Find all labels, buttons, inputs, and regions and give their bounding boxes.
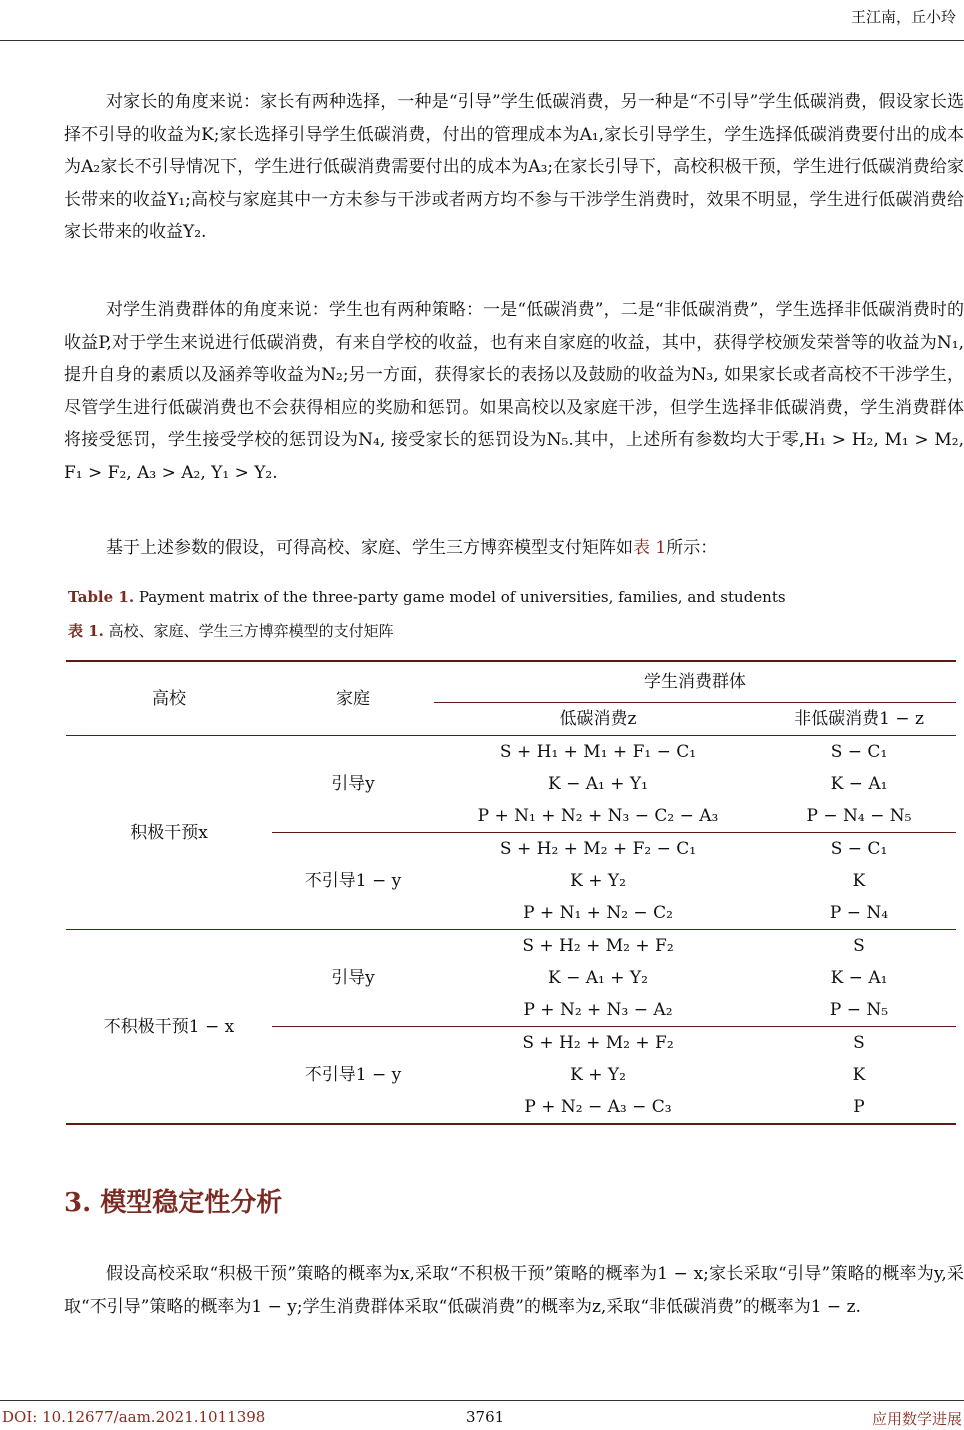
table-link[interactable]: 表 1	[633, 538, 667, 558]
header-non-low-carbon: 非低碳消费1 − z	[762, 703, 956, 736]
cell: S − C₁	[830, 742, 888, 762]
footer-journal[interactable]: 应用数学进展	[871, 1410, 962, 1428]
cell: S	[762, 1027, 956, 1060]
cell: K − A₁	[830, 774, 888, 794]
text: 所示：	[666, 538, 718, 558]
cell: S − C₁	[762, 833, 956, 866]
text: 基于上述参数的假设，可得高校、家庭、学生三方博弈模型支付矩阵如	[106, 538, 633, 558]
cell: P	[853, 1097, 865, 1117]
cell: K	[852, 1065, 866, 1085]
family-no-guide: 不引导1 − y	[272, 1027, 434, 1125]
cell: K	[852, 871, 866, 891]
paragraph-parents: 对家长的角度来说：家长有两种选择，一种是“引导”学生低碳消费，另一种是“不引导”学生低碳消费，假设家长选择不引导的收益为K;家长选择引导学生低碳消费，付出的管理成本为A₁,家长引导学生，学生选择低碳消费要付出的成本为A₂家长不引导情况下，学生进行低碳消费需要付出的成本为A₃;在家长引导下，高校积极干预，学生进行低碳消费给家长带来的收益Y₁;高校与家庭其中一方未参与干涉或者两方均不参与干涉学生消费时，效果不明显，学生进行低碳消费给家长带来的收益Y₂.	[64, 92, 964, 242]
section-heading: 3. 模型稳定性分析	[64, 1188, 283, 1218]
family-guide: 引导y	[331, 968, 375, 988]
cell: P − N₅	[829, 1000, 889, 1020]
caption-label: 表 1.	[68, 622, 104, 640]
cell: P + N₂ + N₃ − A₂	[523, 1000, 673, 1020]
caption-text: 高校、家庭、学生三方博弈模型的支付矩阵	[108, 622, 394, 640]
header-low-carbon: 低碳消费z	[434, 703, 762, 736]
running-header-authors: 王江南，丘小玲	[850, 8, 956, 26]
paragraph-students: 对学生消费群体的角度来说：学生也有两种策略：一是“低碳消费”，二是“非低碳消费”，学生选择非低碳消费时的收益P,对于学生来说进行低碳消费，有来自学校的收益，也有来自家庭的收益，其中，获得学校颁发荣誉等的收益为N₁,提升自身的素质以及涵养等收益为N₂;另一方面，获得家长的表扬以及鼓励的收益为N₃, 如果家长或者高校不干涉学生，尽管学生进行低碳消费也不会获得相应的奖励和惩罚。如果高校以及家庭干涉，但学生选择非低碳消费，学生消费群体将接受惩罚，学生接受学校的惩罚设为N₄, 接受家长的惩罚设为N₅.其中，上述所有参数均大于零,H₁ > H₂, M₁ > M₂, F₁ > F₂, A₃ > A₂, Y₁ > Y₂.	[64, 300, 964, 483]
cell: K − A₁	[830, 968, 888, 988]
cell: S	[853, 936, 865, 956]
footer-page-number: 3761	[466, 1408, 505, 1426]
cell: K − A₁ + Y₁	[548, 774, 648, 794]
cell: K + Y₂	[570, 871, 626, 891]
univ-active: 积极干预x	[130, 822, 208, 843]
cell: P + N₁ + N₂ − C₂	[523, 903, 673, 923]
cell: P − N₄ − N₅	[806, 806, 912, 826]
caption-text: Payment matrix of the three-party game model of universities, families, and students	[138, 588, 786, 606]
header-student: 学生消费群体	[644, 672, 746, 692]
header-univ: 高校	[152, 688, 186, 709]
footer-rule	[0, 1400, 964, 1401]
caption-en	[68, 588, 786, 606]
cell: P + N₁ + N₂ + N₃ − C₂ − A₃	[477, 806, 719, 826]
paragraph-table-ref	[64, 532, 964, 565]
caption-zh	[68, 620, 394, 641]
paragraph-probabilities: 假设高校采取“积极干预”策略的概率为x,采取“不积极干预”策略的概率为1 − x;家长采取“引导”策略的概率为y,采取“不引导”策略的概率为1 − y;学生消费群体采取“低碳消费”的概率为z,采取“非低碳消费”的概率为1 − z.	[64, 1264, 964, 1317]
cell: K − A₁ + Y₂	[548, 968, 648, 988]
cell: P + N₂ − A₃ − C₃	[524, 1097, 672, 1117]
header-rule	[0, 40, 964, 41]
payoff-table	[66, 660, 956, 1125]
footer-doi[interactable]: DOI: 10.12677/aam.2021.1011398	[2, 1408, 266, 1426]
cell: K + Y₂	[570, 1065, 626, 1085]
univ-inactive: 不积极干预1 − x	[103, 1016, 235, 1037]
caption-label: Table 1.	[68, 588, 135, 606]
family-no-guide: 不引导1 − y	[272, 833, 434, 930]
family-guide: 引导y	[331, 774, 375, 794]
cell: S + H₂ + M₂ + F₂	[522, 936, 674, 956]
cell: P − N₄	[829, 903, 889, 923]
cell: S + H₁ + M₁ + F₁ − C₁	[499, 742, 697, 762]
cell: S + H₂ + M₂ + F₂ − C₁	[434, 833, 762, 866]
cell: S + H₂ + M₂ + F₂	[434, 1027, 762, 1060]
header-family: 家庭	[336, 688, 370, 709]
